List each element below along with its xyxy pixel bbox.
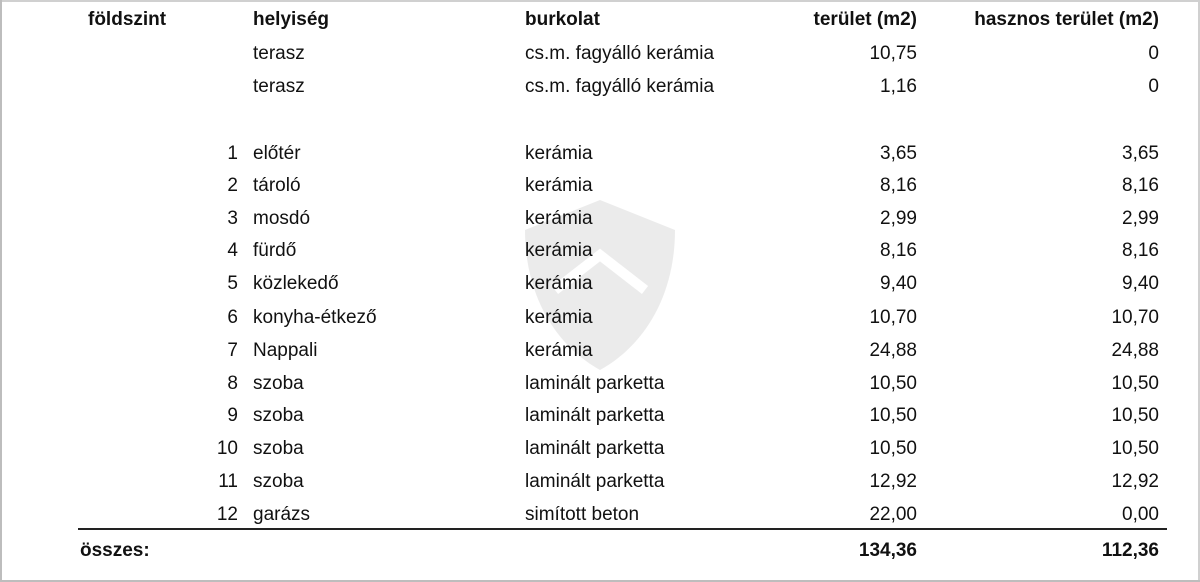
room-number: 5 [227,273,238,294]
room-cover: laminált parketta [525,373,665,394]
room-name: mosdó [253,208,311,229]
room-area: 9,40 [880,273,917,294]
table-row [0,71,1200,103]
frame-top [0,0,1200,2]
room-area: 24,88 [869,340,917,361]
room-name: garázs [253,504,311,525]
header-row [0,4,1200,36]
room-area: 22,00 [869,504,917,525]
room-number: 1 [227,143,238,164]
header-floor: földszint [88,9,167,30]
room-area: 8,16 [880,175,917,196]
table-row [0,335,1200,367]
total-useful-area: 112,36 [1101,540,1159,561]
room-name: fürdő [253,240,297,261]
table-row [0,235,1200,267]
room-name: tároló [253,175,301,196]
room-useful-area: 0 [1148,76,1159,97]
header-useful: hasznos terület (m2) [974,9,1159,30]
room-useful-area: 10,50 [1111,373,1159,394]
room-useful-area: 0 [1148,43,1159,64]
table-row [0,400,1200,432]
room-number: 6 [227,307,238,328]
room-number: 12 [216,504,238,525]
room-number: 11 [218,471,238,492]
room-name: előtér [253,143,301,164]
table-row [0,499,1200,531]
room-number: 7 [227,340,238,361]
room-number: 10 [216,438,238,459]
room-cover: laminált parketta [525,471,665,492]
header-cover: burkolat [525,9,600,30]
room-number: 2 [227,175,238,196]
table-row [0,170,1200,202]
room-area: 10,75 [869,43,917,64]
room-useful-area: 3,65 [1122,143,1159,164]
room-cover: laminált parketta [525,438,665,459]
room-number: 9 [227,405,238,426]
room-cover: kerámia [525,340,593,361]
room-cover: kerámia [525,175,593,196]
table-row [0,138,1200,170]
header-room: helyiség [253,9,330,30]
total-row [0,535,1200,567]
total-divider [78,528,1167,530]
table-row [0,368,1200,400]
room-area: 10,70 [869,307,917,328]
room-useful-area: 10,50 [1111,405,1159,426]
room-useful-area: 10,50 [1111,438,1159,459]
room-number: 4 [227,240,238,261]
room-cover: cs.m. fagyálló kerámia [525,43,715,64]
room-area: 1,16 [880,76,917,97]
room-cover: kerámia [525,273,593,294]
room-name: terasz [253,76,305,97]
room-name: Nappali [253,340,318,361]
table-row [0,203,1200,235]
room-cover: laminált parketta [525,405,665,426]
room-useful-area: 8,16 [1122,175,1159,196]
room-cover: kerámia [525,240,593,261]
room-cover: kerámia [525,143,593,164]
table-row [0,302,1200,334]
total-area: 134,36 [858,540,917,561]
room-name: szoba [253,405,304,426]
room-area: 2,99 [880,208,917,229]
room-area: 10,50 [869,438,917,459]
room-useful-area: 2,99 [1122,208,1159,229]
table-row [0,268,1200,300]
total-label: összes: [80,540,150,561]
room-useful-area: 12,92 [1111,471,1159,492]
room-useful-area: 10,70 [1111,307,1159,328]
room-area: 12,92 [869,471,917,492]
room-useful-area: 24,88 [1111,340,1159,361]
room-useful-area: 8,16 [1122,240,1159,261]
room-name: konyha-étkező [253,307,377,328]
room-name: szoba [253,438,304,459]
room-name: szoba [253,373,304,394]
room-cover: simított beton [525,504,640,525]
room-useful-area: 0,00 [1122,504,1159,525]
room-useful-area: 9,40 [1122,273,1159,294]
room-name: közlekedő [253,273,339,294]
room-name: terasz [253,43,305,64]
room-area: 10,50 [869,405,917,426]
room-number: 3 [227,208,238,229]
table-row [0,38,1200,70]
room-cover: kerámia [525,208,593,229]
room-area: 8,16 [880,240,917,261]
room-area: 3,65 [880,143,917,164]
room-area: 10,50 [869,373,917,394]
table-row [0,466,1200,498]
header-area: terület (m2) [813,9,917,30]
room-number: 8 [227,373,238,394]
room-cover: kerámia [525,307,593,328]
room-cover: cs.m. fagyálló kerámia [525,76,715,97]
table-row [0,433,1200,465]
room-name: szoba [253,471,304,492]
